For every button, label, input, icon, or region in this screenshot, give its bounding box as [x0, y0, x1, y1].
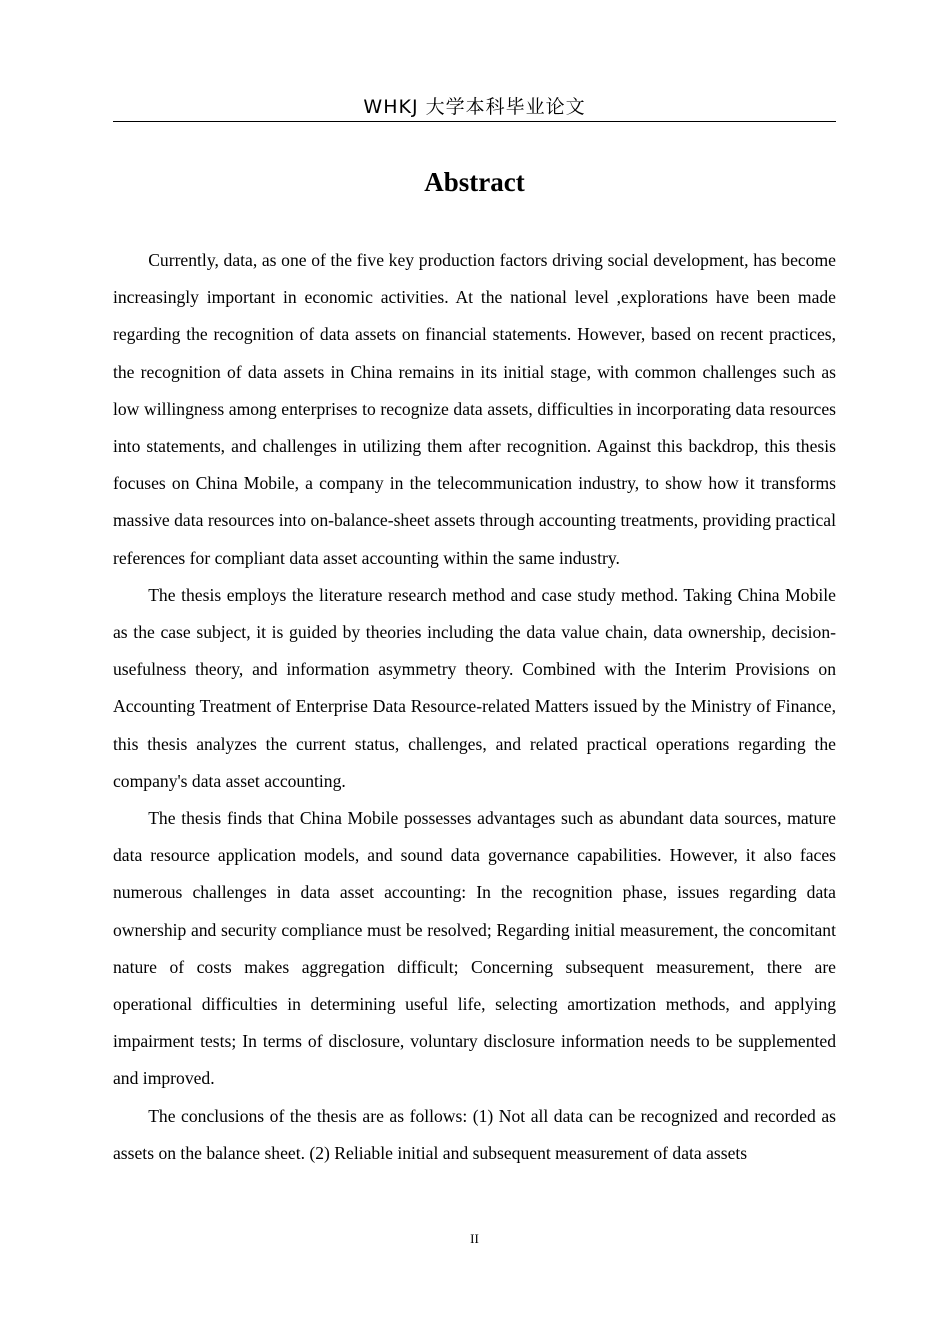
header-rule — [113, 121, 836, 122]
abstract-title: Abstract — [424, 167, 525, 197]
paragraph-3: The thesis finds that China Mobile possesses advantages such as abundant data sources, mature data resource application models, and sound data governance capabilities. However, it also faces numerous challenges in data asset accounting: In the recognition phase, issues regarding data ownership and security compliance must be resolved; Regarding initial measurement, the concomitant nature of costs makes aggregation difficult; Concerning subsequent measurement, there are operational difficulties in determining useful life, selecting amortization methods, and applying impairment tests; In terms of disclosure, voluntary disclosure information needs to be supplemented and improved. — [113, 808, 836, 1089]
paragraph-2: The thesis employs the literature research method and case study method. Taking China Mobile as the case subject, it is guided by theories including the data value chain, data ownership, decision-usefulness theory, and information asymmetry theory. Combined with the Interim Provisions on Accounting Treatment of Enterprise Data Resource-related Matters issued by the Ministry of Finance, this thesis analyzes the current status, challenges, and related practical operations regarding the company's data asset accounting. — [113, 584, 836, 791]
running-header: WHKJ 大学本科毕业论文 — [363, 96, 586, 118]
page-number: II — [470, 1231, 479, 1246]
abstract-body — [113, 242, 836, 1172]
paragraph-1: Currently, data, as one of the five key production factors driving social development, has become increasingly important in economic activities. At the national level ,explorations have been made regarding the recognition of data assets on financial statements. However, based on recent practices, the recognition of data assets in China remains in its initial stage, with common challenges such as low willingness among enterprises to recognize data assets, difficulties in incorporating data resources into statements, and challenges in utilizing them after recognition. Against this backdrop, this thesis focuses on China Mobile, a company in the telecommunication industry, to show how it transforms massive data resources into on-balance-sheet assets through accounting treatments, providing practical references for compliant data asset accounting within the same industry. — [113, 250, 836, 568]
paragraph-4: The conclusions of the thesis are as follows: (1) Not all data can be recognized and recorded as assets on the balance sheet. (2) Reliable initial and subsequent measurement of data assets — [113, 1105, 836, 1163]
